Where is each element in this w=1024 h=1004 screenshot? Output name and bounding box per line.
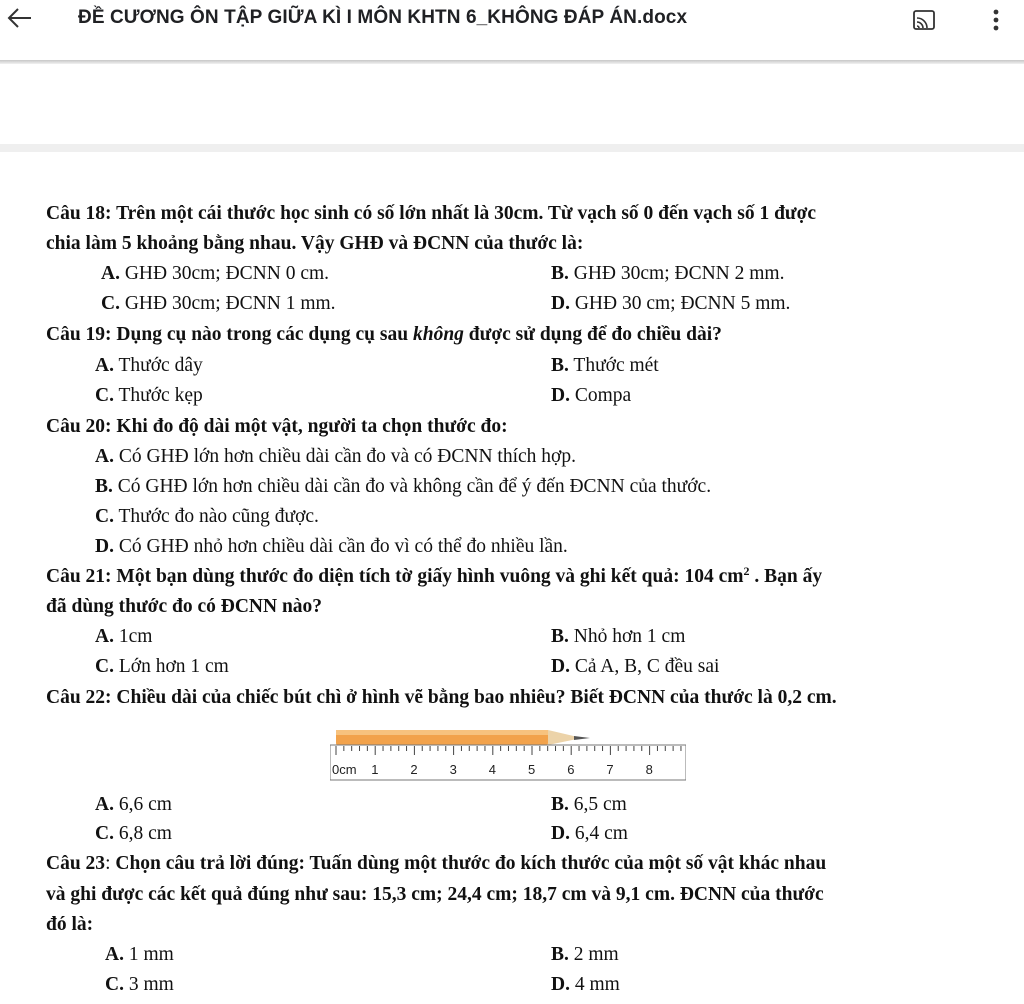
q23-line3: đó là: xyxy=(46,914,94,935)
q22-question: Câu 22: Chiều dài của chiếc bút chì ở hình vẽ bằng bao nhiêu? Biết ĐCNN của thước là 0,2 cm. xyxy=(46,687,837,708)
arrow-left-icon[interactable] xyxy=(4,4,34,34)
q22-option-a: A. 6,6 cm xyxy=(95,794,172,815)
q23-option-d: D. 4 mm xyxy=(551,974,620,995)
q21-option-b: B. Nhỏ hơn 1 cm xyxy=(551,626,686,647)
q22-option-d: D. 6,4 cm xyxy=(551,823,628,844)
ruler-label: 1 xyxy=(371,762,379,777)
q21-option-c: C. Lớn hơn 1 cm xyxy=(95,656,229,677)
ruler-label: 3 xyxy=(449,762,457,777)
q22-option-c: C. 6,8 cm xyxy=(95,823,172,844)
q21-line1: Câu 21: Một bạn dùng thước đo diện tích tờ giấy hình vuông và ghi kết quả: 104 $cm^2$ . Bạn ấy xyxy=(46,564,823,587)
q20-option-a: A. Có GHĐ lớn hơn chiều dài cần đo và có ĐCNN thích hợp. xyxy=(95,446,576,467)
cast-icon[interactable] xyxy=(912,9,936,31)
ruler-label: 0cm xyxy=(332,762,357,777)
q18-option-a: A. GHĐ 30cm; ĐCNN 0 cm. xyxy=(101,263,330,284)
q23-option-c: C. 3 mm xyxy=(105,974,174,995)
document-title: ĐỀ CƯƠNG ÔN TẬP GIỮA KÌ I MÔN KHTN 6_KHÔNG ĐÁP ÁN.docx xyxy=(78,7,688,28)
q20-option-d: D. Có GHĐ nhỏ hơn chiều dài cần đo vì có thể đo nhiều lần. xyxy=(95,536,568,557)
q23-option-a: A. 1 mm xyxy=(105,944,174,965)
q18-label: Câu 18: xyxy=(46,203,112,224)
q19-option-c: C. Thước kẹp xyxy=(95,385,203,406)
ruler-label: 7 xyxy=(606,762,614,777)
q18-option-d: D. GHĐ 30 cm; ĐCNN 5 mm. xyxy=(551,293,791,314)
q19-question: Câu 19: Dụng cụ nào trong các dụng cụ sau không được sử dụng để đo chiều dài? xyxy=(46,324,722,345)
q19-option-a: A. Thước dây xyxy=(95,355,203,376)
q23-option-b: B. 2 mm xyxy=(551,944,619,965)
document-page xyxy=(0,152,1024,1004)
q18-line1: Câu 18: Trên một cái thước học sinh có số lớn nhất là 30cm. Từ vạch số 0 đến vạch số 1 được xyxy=(46,203,817,224)
more-vertical-icon[interactable] xyxy=(986,6,1006,34)
page-spacer xyxy=(0,64,1024,146)
q23-line2: và ghi được các kết quả đúng như sau: 15,3 cm; 24,4 cm; 18,7 cm và 9,1 cm. ĐCNN của thước xyxy=(46,884,824,905)
q19-option-b: B. Thước mét xyxy=(551,355,659,376)
ruler-label: 2 xyxy=(410,762,418,777)
ruler-label: 8 xyxy=(645,762,653,777)
q22-option-b: B. 6,5 cm xyxy=(551,794,627,815)
pencil-image xyxy=(336,730,590,745)
q19-option-d: D. Compa xyxy=(551,385,632,406)
q21-option-d: D. Cả A, B, C đều sai xyxy=(551,656,720,677)
q20-option-b: B. Có GHĐ lớn hơn chiều dài cần đo và không cần để ý đến ĐCNN của thước. xyxy=(95,476,712,497)
ruler-label: 5 xyxy=(528,762,536,777)
ruler-image xyxy=(330,745,686,780)
q20-option-c: C. Thước đo nào cũng được. xyxy=(95,506,319,527)
ruler-label: 6 xyxy=(567,762,575,777)
app-bar xyxy=(0,0,1024,60)
q18-option-c: C. GHĐ 30cm; ĐCNN 1 mm. xyxy=(101,293,336,314)
ruler-pencil-figure xyxy=(330,728,686,782)
q23-line1: Câu 23: Chọn câu trả lời đúng: Tuấn dùng một thước đo kích thước của một số vật khác nhau xyxy=(46,853,827,874)
page-separator xyxy=(0,144,1024,152)
q18-line2: chia làm 5 khoảng bằng nhau. Vậy GHĐ và ĐCNN của thước là: xyxy=(46,233,584,254)
ruler-label: 4 xyxy=(488,762,497,777)
q20-question: Câu 20: Khi đo độ dài một vật, người ta chọn thước đo: xyxy=(46,416,508,437)
q18-option-b: B. GHĐ 30cm; ĐCNN 2 mm. xyxy=(551,263,785,284)
q21-option-a: A. 1cm xyxy=(95,626,153,647)
q21-line2: đã dùng thước đo có ĐCNN nào? xyxy=(46,596,323,617)
